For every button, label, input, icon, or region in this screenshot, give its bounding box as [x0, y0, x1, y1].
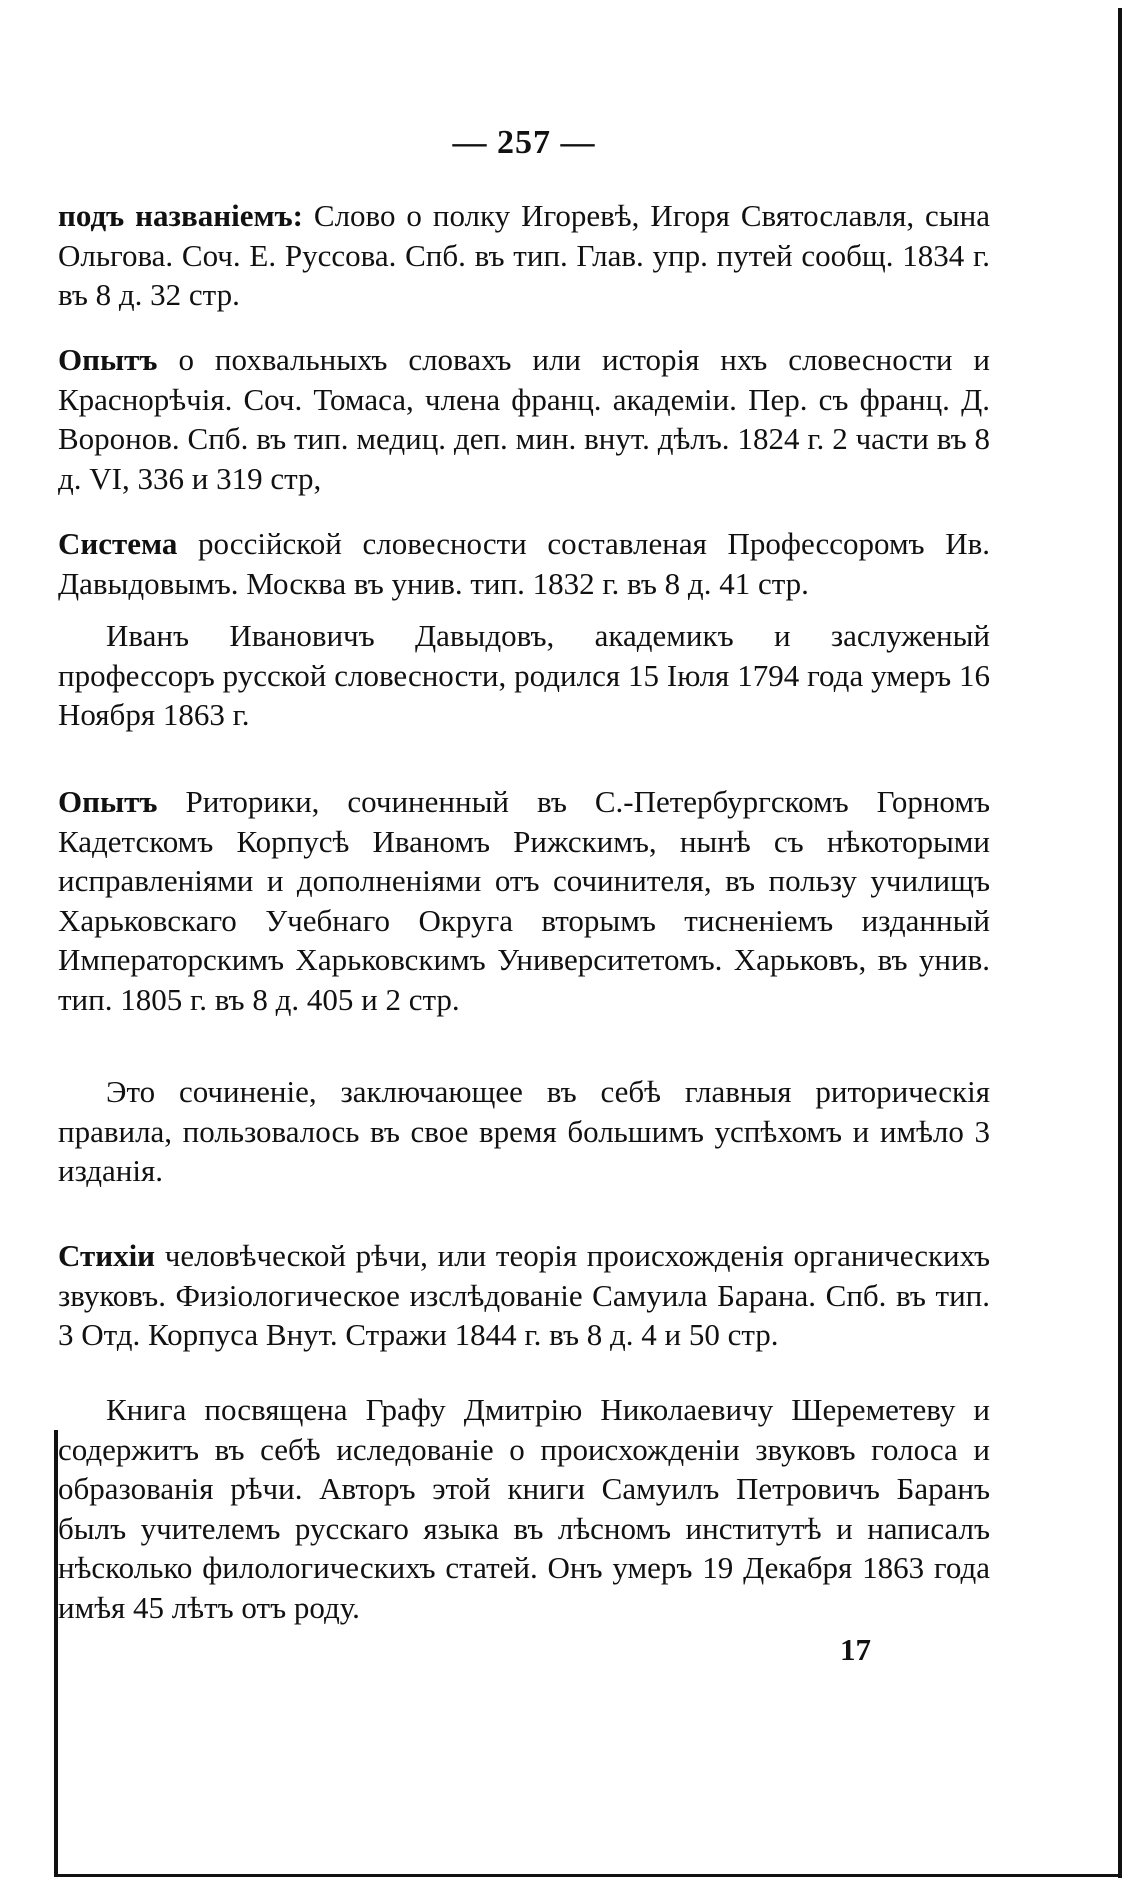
bibliography-entry: [58, 524, 990, 603]
entry-lead: Система: [58, 526, 178, 561]
entry-note: Это сочиненіе, заключающее въ себѣ главныя риторическія правила, пользовалось въ свое время большимъ успѣхомъ и имѣло 3 изданія.: [58, 1074, 990, 1188]
entry-note: Иванъ Ивановичъ Давыдовъ, академикъ и заслуженый профессоръ русской словесности, родился 15 Іюля 1794 года умеръ 16 Ноября 1863 г.: [58, 618, 990, 732]
entry-lead: Стихіи: [58, 1238, 156, 1273]
printer-signature-mark: 17: [840, 1632, 871, 1667]
bibliography-entry: [58, 782, 990, 1019]
entry-text: человѣческой рѣчи, или теорія происхожденія органическихъ звуковъ. Физіологическое изслѣдованіе Самуила Барана. Спб. въ тип. 3 Отд. Корпуса Внут. Стражи 1844 г. въ 8 д. 4 и 50 стр.: [58, 1238, 990, 1352]
entry-text: россійской словесности составленая Профессоромъ Ив. Давыдовымъ. Москва въ унив. тип. 1832 г. въ 8 д. 41 стр.: [58, 526, 990, 601]
entry-text: о похвальныхъ словахъ или исторія нхъ словесности и Краснорѣчія. Соч. Томаса, члена франц. академіи. Пер. съ франц. Д. Воронов. Спб. въ тип. медиц. деп. мин. внут. дѣлъ. 1824 г. 2 части въ 8 д. VI, 336 и 319 стр,: [58, 342, 990, 496]
entry-note: Книга посвящена Графу Дмитрію Николаевичу Шереметеву и содержитъ въ себѣ иследованіе о происхожденіи звуковъ голоса и образованія рѣчи. Авторъ этой книги Самуилъ Петровичъ Баранъ былъ учителемъ русскаго языка въ лѣсномъ институтѣ и написалъ нѣсколько филологическихъ статей. Онъ умеръ 19 Декабря 1863 года имѣя 45 лѣтъ отъ роду.: [58, 1392, 990, 1625]
page-border-right: [1118, 8, 1122, 1878]
bibliography-entry: [58, 1236, 990, 1355]
entry-text: Слово о полку Игоревѣ, Игоря Святославля, сына Ольгова. Соч. Е. Руссова. Спб. въ тип. Глав. упр. путей сообщ. 1834 г. въ 8 д. 32 стр.: [58, 198, 990, 312]
bibliography-entry: [58, 340, 990, 498]
entry-text: Риторики, сочиненный въ С.-Петербургскомъ Горномъ Кадетскомъ Корпусѣ Иваномъ Рижскимъ, нынѣ съ нѣкоторыми исправленіями и дополненіями отъ сочинителя, въ пользу училищъ Харьковскаго Учебнаго Округа вторымъ тисненіемъ изданный Императорскимъ Харьковскимъ Университетомъ. Харьковъ, въ унив. тип. 1805 г. въ 8 д. 405 и 2 стр.: [58, 784, 990, 1017]
page-number: — 257 —: [452, 124, 596, 161]
bibliography-entry: [58, 196, 990, 315]
page-border-bottom: [54, 1874, 1122, 1877]
entry-lead: Опытъ: [58, 342, 158, 377]
entry-lead: подъ названіемъ:: [58, 198, 303, 233]
entry-lead: Опытъ: [58, 784, 158, 819]
